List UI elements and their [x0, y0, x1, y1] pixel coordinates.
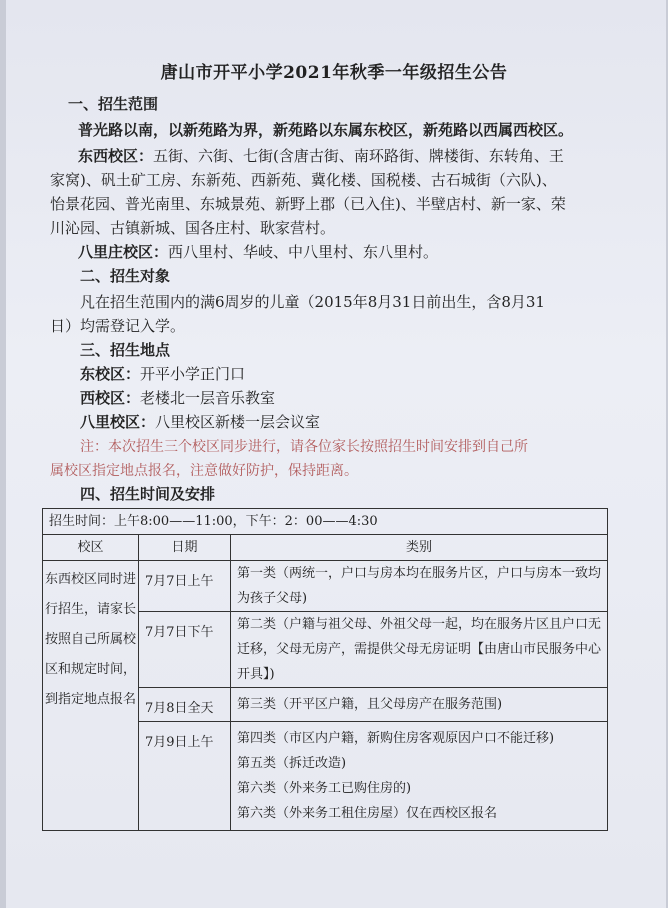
- east-location-text: 开平小学正门口: [140, 365, 246, 383]
- east-west-campus-text-1: 五街、六街、七街(含唐古街、南环路街、牌楼街、东转角、王: [153, 147, 564, 165]
- section2-heading: 二、招生对象: [80, 267, 171, 285]
- east-west-campus-text-2: 家窝)、矾土矿工房、东新苑、西新苑、冀化楼、国税楼、古石城街（六队)、: [50, 171, 557, 189]
- category-line: 第六类（外来务工租住房屋）仅在西校区报名: [237, 806, 498, 821]
- west-location-line: [80, 388, 275, 408]
- category-line: 第四类（市区内户籍，新购住房客观原因户口不能迁移): [237, 731, 555, 746]
- time-row: [43, 509, 608, 535]
- category-cell: [231, 722, 608, 831]
- bali-location-text: 八里校区新楼一层会议室: [155, 413, 321, 431]
- category-line: 第六类（外来务工已购住房的): [237, 781, 412, 796]
- bali-campus-line: [78, 242, 438, 262]
- east-west-campus-line-1: [78, 146, 564, 166]
- bali-campus-text: 西八里村、华岐、中八里村、东八里村。: [168, 243, 439, 261]
- east-location-label: 东校区：: [80, 365, 141, 383]
- school-note-cell: 东西校区同时进行招生，请家长按照自己所属校区和规定时间，到指定地点报名: [43, 561, 139, 831]
- header-date: 日期: [139, 535, 231, 561]
- category-line: 第五类（拆迁改造): [237, 756, 347, 771]
- section3-heading: 三、招生地点: [80, 341, 171, 359]
- table-header-row: [43, 535, 608, 561]
- table-row: [43, 561, 608, 612]
- west-location-label: 西校区：: [80, 389, 141, 407]
- eligibility-text-1: 凡在招生范围内的满6周岁的儿童（2015年8月31日前出生，含8月31: [80, 293, 545, 311]
- note-text-2: 属校区指定地点报名，注意做好防护，保持距离。: [50, 463, 358, 479]
- category-cell: 第三类（开平区户籍，且父母房产在服务范围): [231, 688, 608, 722]
- bali-location-line: [80, 412, 320, 432]
- category-cell: 第二类（户籍与祖父母、外祖父母一起，均在服务片区且户口无迁移，父母无房产，需提供父母无房证明【由唐山市民服务中心开具】): [231, 612, 608, 688]
- note-text-1: 注：本次招生三个校区同步进行，请各位家长按照招生时间安排到自己所: [80, 439, 528, 455]
- bali-campus-label: 八里庄校区：: [78, 243, 169, 261]
- date-cell: 7月9日上午: [139, 722, 231, 831]
- west-location-text: 老楼北一层音乐教室: [140, 389, 276, 407]
- date-cell: 7月7日上午: [139, 561, 231, 612]
- east-west-campus-label: 东西校区：: [78, 147, 154, 165]
- schedule-table: [42, 508, 608, 831]
- page-title: 唐山市开平小学2021年秋季一年级招生公告: [160, 63, 508, 83]
- time-cell: 招生时间：上午8:00——11:00，下午：2：00——4:30: [43, 509, 608, 535]
- bali-location-label: 八里校区：: [80, 413, 156, 431]
- category-cell: 第一类（两统一，户口与房本均在服务片区，户口与房本一致均为孩子父母): [231, 561, 608, 612]
- header-school: 校区: [43, 535, 139, 561]
- header-category: 类别: [231, 535, 608, 561]
- boundary-text: 普光路以南，以新苑路为界，新苑路以东属东校区，新苑路以西属西校区。: [78, 121, 574, 139]
- section4-heading: 四、招生时间及安排: [80, 485, 216, 503]
- section1-heading: 一、招生范围: [68, 95, 159, 113]
- date-cell: 7月8日全天: [139, 688, 231, 722]
- east-west-campus-text-3: 怡景花园、普光南里、东城景苑、新野上郡（已入住)、半壁店村、新一家、荣: [50, 195, 566, 213]
- eligibility-text-2: 日）均需登记入学。: [50, 317, 186, 335]
- date-cell: 7月7日下午: [139, 612, 231, 688]
- east-location-line: [80, 364, 245, 384]
- east-west-campus-text-4: 川沁园、古镇新城、国各庄村、耿家营村。: [50, 219, 336, 237]
